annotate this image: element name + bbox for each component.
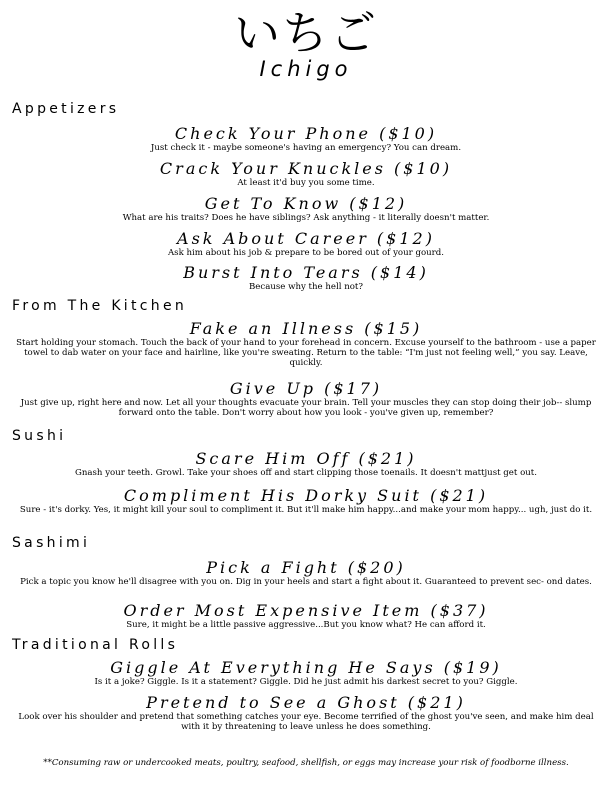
section-heading-traditional-rolls: Traditional Rolls: [12, 637, 179, 653]
menu-item-name: Compliment His Dorky Suit ($21): [123, 486, 489, 505]
menu-item-description: Look over his shoulder and pretend that something catches your eye. Become terrified of the ghost you've seen, and make him deal with it by threatening to leave unless he does something.: [18, 712, 594, 732]
menu-item-name: Scare Him Off ($21): [195, 449, 417, 468]
menu-item-give-up: [12, 380, 600, 418]
menu-item-scare-off: [12, 450, 600, 478]
menu-item-pick-fight: [12, 559, 600, 587]
menu-item-crack-knuckles: [12, 160, 600, 188]
restaurant-title-japanese: いちご: [234, 6, 378, 60]
section-heading-appetizers: Appetizers: [12, 101, 120, 117]
menu-item-description: Because why the hell not?: [248, 282, 363, 292]
menu-item-description: Is it a joke? Giggle. Is it a statement? Giggle. Did he just admit his darkest secret to you? Giggle.: [94, 677, 518, 687]
menu-item-description: Start holding your stomach. Touch the back of your hand to your forehead in concern. Excuse yourself to the bathroom - use a paper towel to dab water on your face and hairline, like you're sweating. Return to the table: “I'm just not feeling well,” you say. Leave, quickly.: [16, 338, 596, 368]
menu-item-name: Pick a Fight ($20): [206, 558, 406, 577]
menu-item-name: Get To Know ($12): [204, 194, 408, 213]
menu-item-description: Sure, it might be a little passive aggressive...But you know what? He can afford it.: [126, 620, 486, 630]
menu-item-name: Fake an Illness ($15): [189, 319, 423, 338]
menu-item-get-to-know: [12, 195, 600, 223]
menu-item-giggle: [12, 659, 600, 687]
menu-item-description: Pick a topic you know he'll disagree with you on. Dig in your heels and start a fight about it. Guaranteed to prevent sec- ond dates.: [20, 577, 592, 587]
masthead: [0, 6, 612, 80]
menu-item-name: Giggle At Everything He Says ($19): [110, 658, 502, 677]
menu-item-description: Ask him about his job & prepare to be bored out of your gourd.: [167, 248, 445, 258]
menu-item-name: Crack Your Knuckles ($10): [159, 159, 453, 178]
section-heading-from-the-kitchen: From The Kitchen: [12, 298, 188, 314]
menu-item-description: Just check it - maybe someone's having an emergency? You can dream.: [150, 143, 462, 153]
menu-item-check-phone: [12, 125, 600, 153]
menu-item-name: Order Most Expensive Item ($37): [123, 601, 489, 620]
menu-item-compliment-suit: [12, 487, 600, 515]
menu-item-name: Give Up ($17): [229, 379, 383, 398]
menu-item-description: Just give up, right here and now. Let all your thoughts evacuate your brain. Tell your muscles they can stop doing their job-- slump forward onto the table. Don't worry about how you look - you've given up, remember?: [20, 398, 592, 418]
menu-item-expensive-item: [12, 602, 600, 630]
menu-item-name: Ask About Career ($12): [177, 229, 435, 248]
menu-item-ask-career: [12, 230, 600, 258]
menu-item-name: Pretend to See a Ghost ($21): [146, 693, 466, 712]
menu-item-ghost: [12, 694, 600, 732]
restaurant-title-english: Ichigo: [259, 57, 353, 81]
menu-item-burst-tears: [12, 264, 600, 292]
foodborne-illness-disclaimer: **Consuming raw or undercooked meats, poultry, seafood, shellfish, or eggs may increase your risk of foodborne illness.: [43, 758, 569, 768]
menu-item-fake-illness: [12, 320, 600, 368]
section-heading-sushi: Sushi: [12, 428, 67, 444]
menu-item-description: Sure - it's dorky. Yes, it might kill your soul to compliment it. But it'll make him happy...and make your mom happy... ugh, just do it.: [19, 505, 593, 515]
menu-item-name: Check Your Phone ($10): [174, 124, 438, 143]
menu-item-description: What are his traits? Does he have siblings? Ask anything - it literally doesn't matter.: [122, 213, 490, 223]
menu-item-description: At least it'd buy you some time.: [237, 178, 375, 188]
section-heading-sashimi: Sashimi: [12, 535, 91, 551]
menu-item-description: Gnash your teeth. Growl. Take your shoes off and start clipping those toenails. It doesn't mattjust get out.: [75, 468, 537, 478]
menu-item-name: Burst Into Tears ($14): [183, 263, 429, 282]
